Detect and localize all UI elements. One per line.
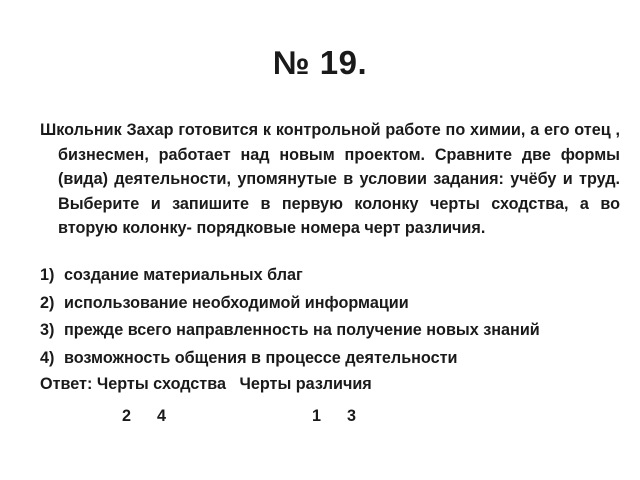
difference-value: 1 — [312, 407, 322, 425]
similarity-value: 2 — [122, 407, 132, 425]
page-title: № 19. — [272, 44, 368, 81]
similarities-header: Черты сходства — [96, 375, 226, 393]
list-item — [40, 345, 610, 373]
option-text: прежде всего направленность на получение новых знаний — [64, 321, 540, 339]
differences-header: Черты различия — [239, 375, 372, 393]
answer-line — [40, 372, 372, 396]
option-number: 1) — [40, 266, 55, 284]
answer-values — [0, 404, 640, 428]
difference-value: 3 — [347, 407, 357, 425]
option-number: 3) — [40, 321, 55, 339]
answer-label: Ответ: — [40, 375, 93, 393]
task-text: Школьник Захар готовится к контрольной работе по химии, а его отец , бизнесмен, работает над новым проектом. Сравните две формы (вида) деятельности, упомянутые в условии задания: учёбу и труд. Выберите и запишите в первую колонку черты сходства, а во вторую колонку- порядковые номера черт различия. — [40, 121, 620, 237]
option-number: 4) — [40, 348, 55, 367]
option-text: использование необходимой информации — [64, 293, 409, 312]
list-item — [40, 290, 610, 318]
list-item — [40, 317, 610, 345]
similarity-value: 4 — [157, 407, 167, 425]
option-text: создание материальных благ — [64, 266, 303, 284]
list-item — [40, 262, 610, 290]
options-list — [40, 262, 610, 372]
option-text: возможность общения в процессе деятельности — [64, 348, 458, 367]
option-number: 2) — [40, 293, 55, 312]
